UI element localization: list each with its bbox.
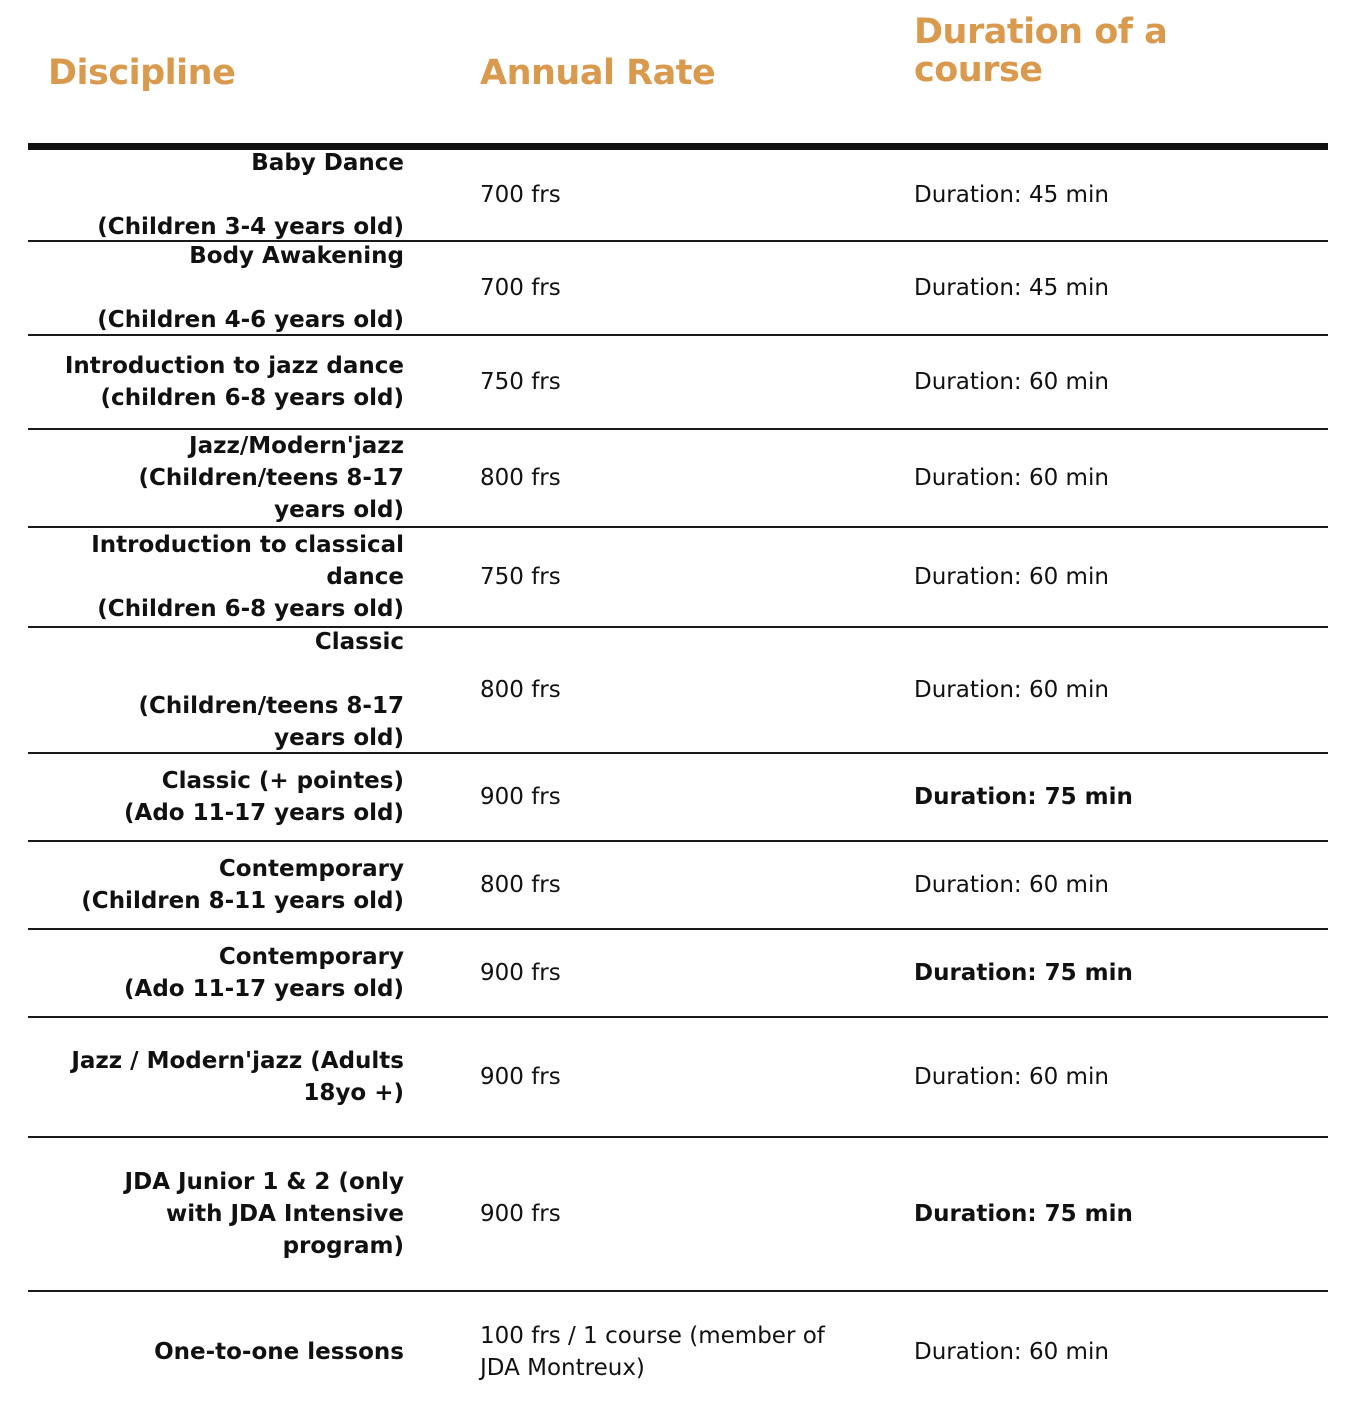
pricing-table (28, 0, 1328, 1412)
table-row (28, 150, 1328, 242)
duration-cell: Duration: 45 min (914, 275, 1109, 301)
discipline-line: (Children 3-4 years old) (97, 214, 404, 240)
discipline-line: Introduction to classical (91, 532, 404, 558)
discipline-line (28, 179, 404, 211)
discipline-line: Jazz / Modern'jazz (Adults (71, 1048, 404, 1074)
annual-rate-cell: 900 frs (480, 960, 561, 986)
discipline-cell (28, 529, 404, 625)
table-header (28, 0, 1328, 150)
annual-rate-cell: 700 frs (480, 275, 561, 301)
discipline-line: dance (326, 564, 404, 590)
discipline-line: (Ado 11-17 years old) (124, 976, 404, 1002)
discipline-line (28, 658, 404, 690)
table-row (28, 336, 1328, 430)
discipline-line: program) (282, 1233, 404, 1259)
discipline-cell (28, 430, 404, 526)
table-body (28, 150, 1328, 1412)
duration-cell: Duration: 60 min (914, 1339, 1109, 1365)
annual-rate-cell: 100 frs / 1 course (member of JDA Montreux) (480, 1323, 825, 1381)
duration-cell: Duration: 60 min (914, 564, 1109, 590)
duration-column-header: Duration of a course (914, 12, 1168, 90)
duration-cell: Duration: 75 min (914, 960, 1133, 986)
discipline-line: Body Awakening (189, 243, 404, 269)
duration-cell: Duration: 45 min (914, 182, 1109, 208)
discipline-cell (28, 240, 404, 336)
annual-rate-cell: 900 frs (480, 784, 561, 810)
table-row (28, 430, 1328, 528)
discipline-cell (28, 1045, 404, 1109)
discipline-cell (28, 941, 404, 1005)
annual-rate-cell: 800 frs (480, 872, 561, 898)
annual-rate-cell: 700 frs (480, 182, 561, 208)
discipline-column-header: Discipline (48, 53, 236, 93)
discipline-cell (28, 626, 404, 754)
duration-cell: Duration: 60 min (914, 369, 1109, 395)
discipline-cell (28, 350, 404, 414)
annual-rate-cell: 800 frs (480, 677, 561, 703)
discipline-line: One-to-one lessons (154, 1339, 404, 1365)
duration-cell: Duration: 60 min (914, 677, 1109, 703)
annual-rate-cell: 900 frs (480, 1064, 561, 1090)
discipline-line: (Children 6-8 years old) (97, 596, 404, 622)
discipline-line: (Children/teens 8-17 (138, 465, 404, 491)
annual-rate-cell: 750 frs (480, 369, 561, 395)
discipline-cell (28, 1166, 404, 1262)
duration-cell: Duration: 75 min (914, 784, 1133, 810)
annual-rate-cell: 750 frs (480, 564, 561, 590)
table-row (28, 242, 1328, 336)
discipline-line: Contemporary (218, 856, 404, 882)
discipline-line: Classic (+ pointes) (161, 768, 404, 794)
table-row (28, 842, 1328, 930)
annual-rate-cell: 900 frs (480, 1201, 561, 1227)
table-row (28, 1138, 1328, 1292)
table-row (28, 1018, 1328, 1138)
table-row (28, 754, 1328, 842)
table-row (28, 528, 1328, 628)
discipline-line: Contemporary (218, 944, 404, 970)
discipline-line: with JDA Intensive (165, 1201, 404, 1227)
discipline-cell (28, 1336, 404, 1368)
discipline-line: Introduction to jazz dance (64, 353, 404, 379)
annual-rate-cell: 800 frs (480, 465, 561, 491)
discipline-line: (Ado 11-17 years old) (124, 800, 404, 826)
discipline-line: Jazz/Modern'jazz (189, 433, 404, 459)
table-row (28, 628, 1328, 754)
discipline-line (28, 272, 404, 304)
discipline-line: years old) (274, 497, 404, 523)
duration-cell: Duration: 60 min (914, 1064, 1109, 1090)
discipline-line: Baby Dance (251, 150, 404, 176)
discipline-line: (Children 8-11 years old) (81, 888, 404, 914)
duration-cell: Duration: 60 min (914, 872, 1109, 898)
duration-cell: Duration: 60 min (914, 465, 1109, 491)
discipline-line: (Children/teens 8-17 (138, 693, 404, 719)
duration-cell: Duration: 75 min (914, 1201, 1133, 1227)
discipline-line: (children 6-8 years old) (100, 385, 404, 411)
table-row (28, 1292, 1328, 1412)
discipline-line: years old) (274, 725, 404, 751)
discipline-cell (28, 853, 404, 917)
table-row (28, 930, 1328, 1018)
discipline-line: 18yo +) (303, 1080, 404, 1106)
discipline-line: (Children 4-6 years old) (97, 307, 404, 333)
discipline-cell (28, 765, 404, 829)
discipline-cell (28, 147, 404, 243)
discipline-line: Classic (314, 629, 404, 655)
annual-rate-column-header: Annual Rate (480, 53, 716, 93)
discipline-line: JDA Junior 1 & 2 (only (124, 1169, 404, 1195)
